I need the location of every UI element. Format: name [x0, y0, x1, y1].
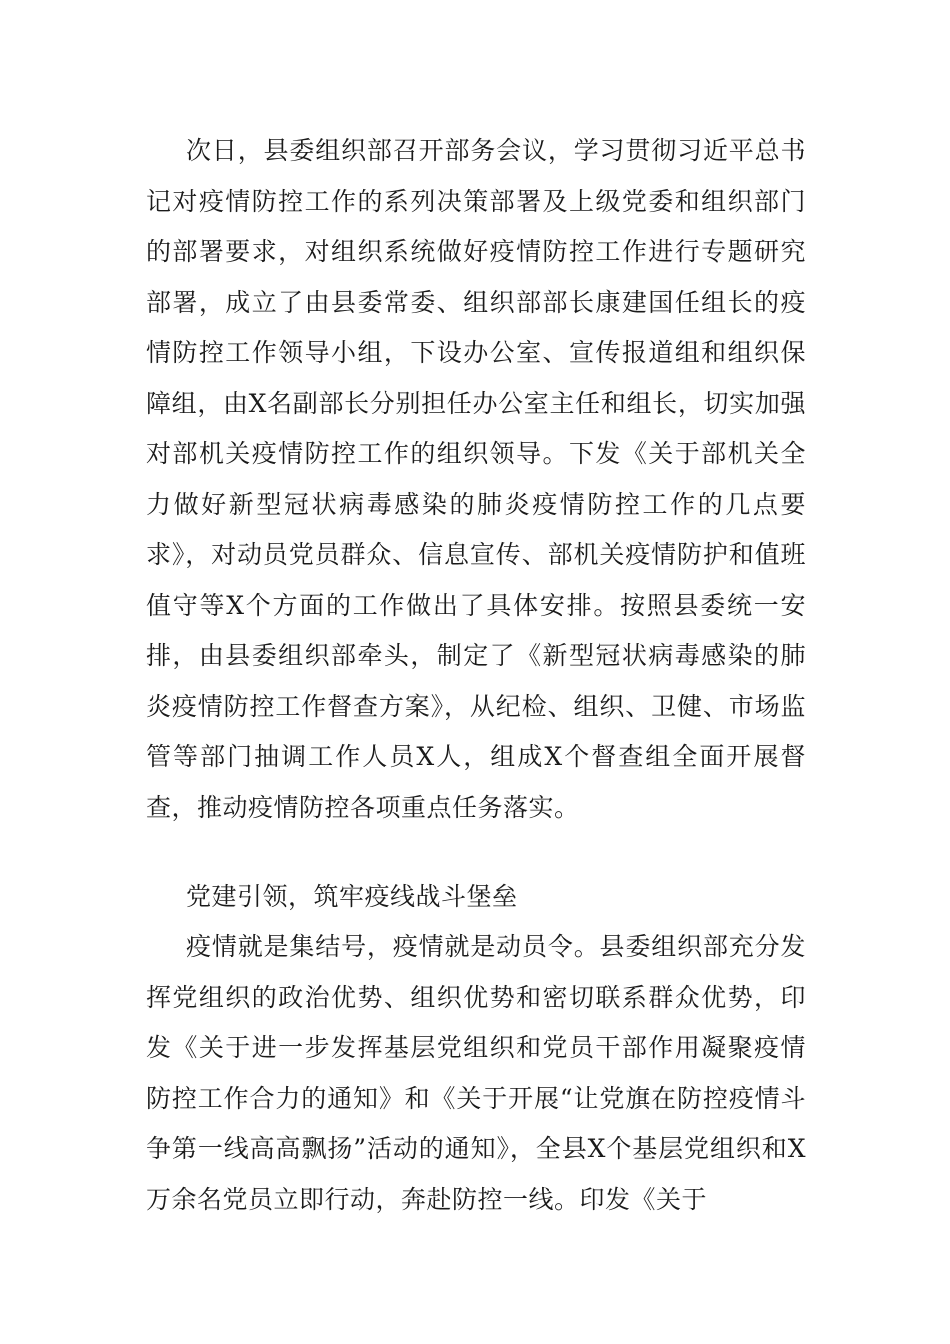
section-heading: 党建引领，筑牢疫线战斗堡垒: [186, 882, 518, 911]
body-paragraph: 疫情就是集结号，疫情就是动员令。县委组织部充分发挥党组织的政治优势、组织优势和密切联系群众优势，印发《关于进一步发挥基层党组织和党员干部作用凝聚疫情防控工作合力的通知》和《关于开展“让党旗在防控疫情斗争第一线高高飘扬”活动的通知》，全县X个基层党组织和X万余名党员立即行动，奔赴防控一线。印发《关于: [146, 932, 806, 1214]
body-paragraph: 次日，县委组织部召开部务会议，学习贯彻习近平总书记对疫情防控工作的系列决策部署及上级党委和组织部门的部署要求，对组织系统做好疫情防控工作进行专题研究部署，成立了由县委常委、组织部部长康建国任组长的疫情防控工作领导小组，下设办公室、宣传报道组和组织保障组，由X名副部长分别担任办公室主任和组长，切实加强对部机关疫情防控工作的组织领导。下发《关于部机关全力做好新型冠状病毒感染的肺炎疫情防控工作的几点要求》，对动员党员群众、信息宣传、部机关疫情防护和值班值守等X个方面的工作做出了具体安排。按照县委统一安排，由县委组织部牵头，制定了《新型冠状病毒感染的肺炎疫情防控工作督查方案》，从纪检、组织、卫健、市场监管等部门抽调工作人员X人，组成X个督查组全面开展督查，推动疫情防控各项重点任务落实。: [146, 136, 806, 822]
